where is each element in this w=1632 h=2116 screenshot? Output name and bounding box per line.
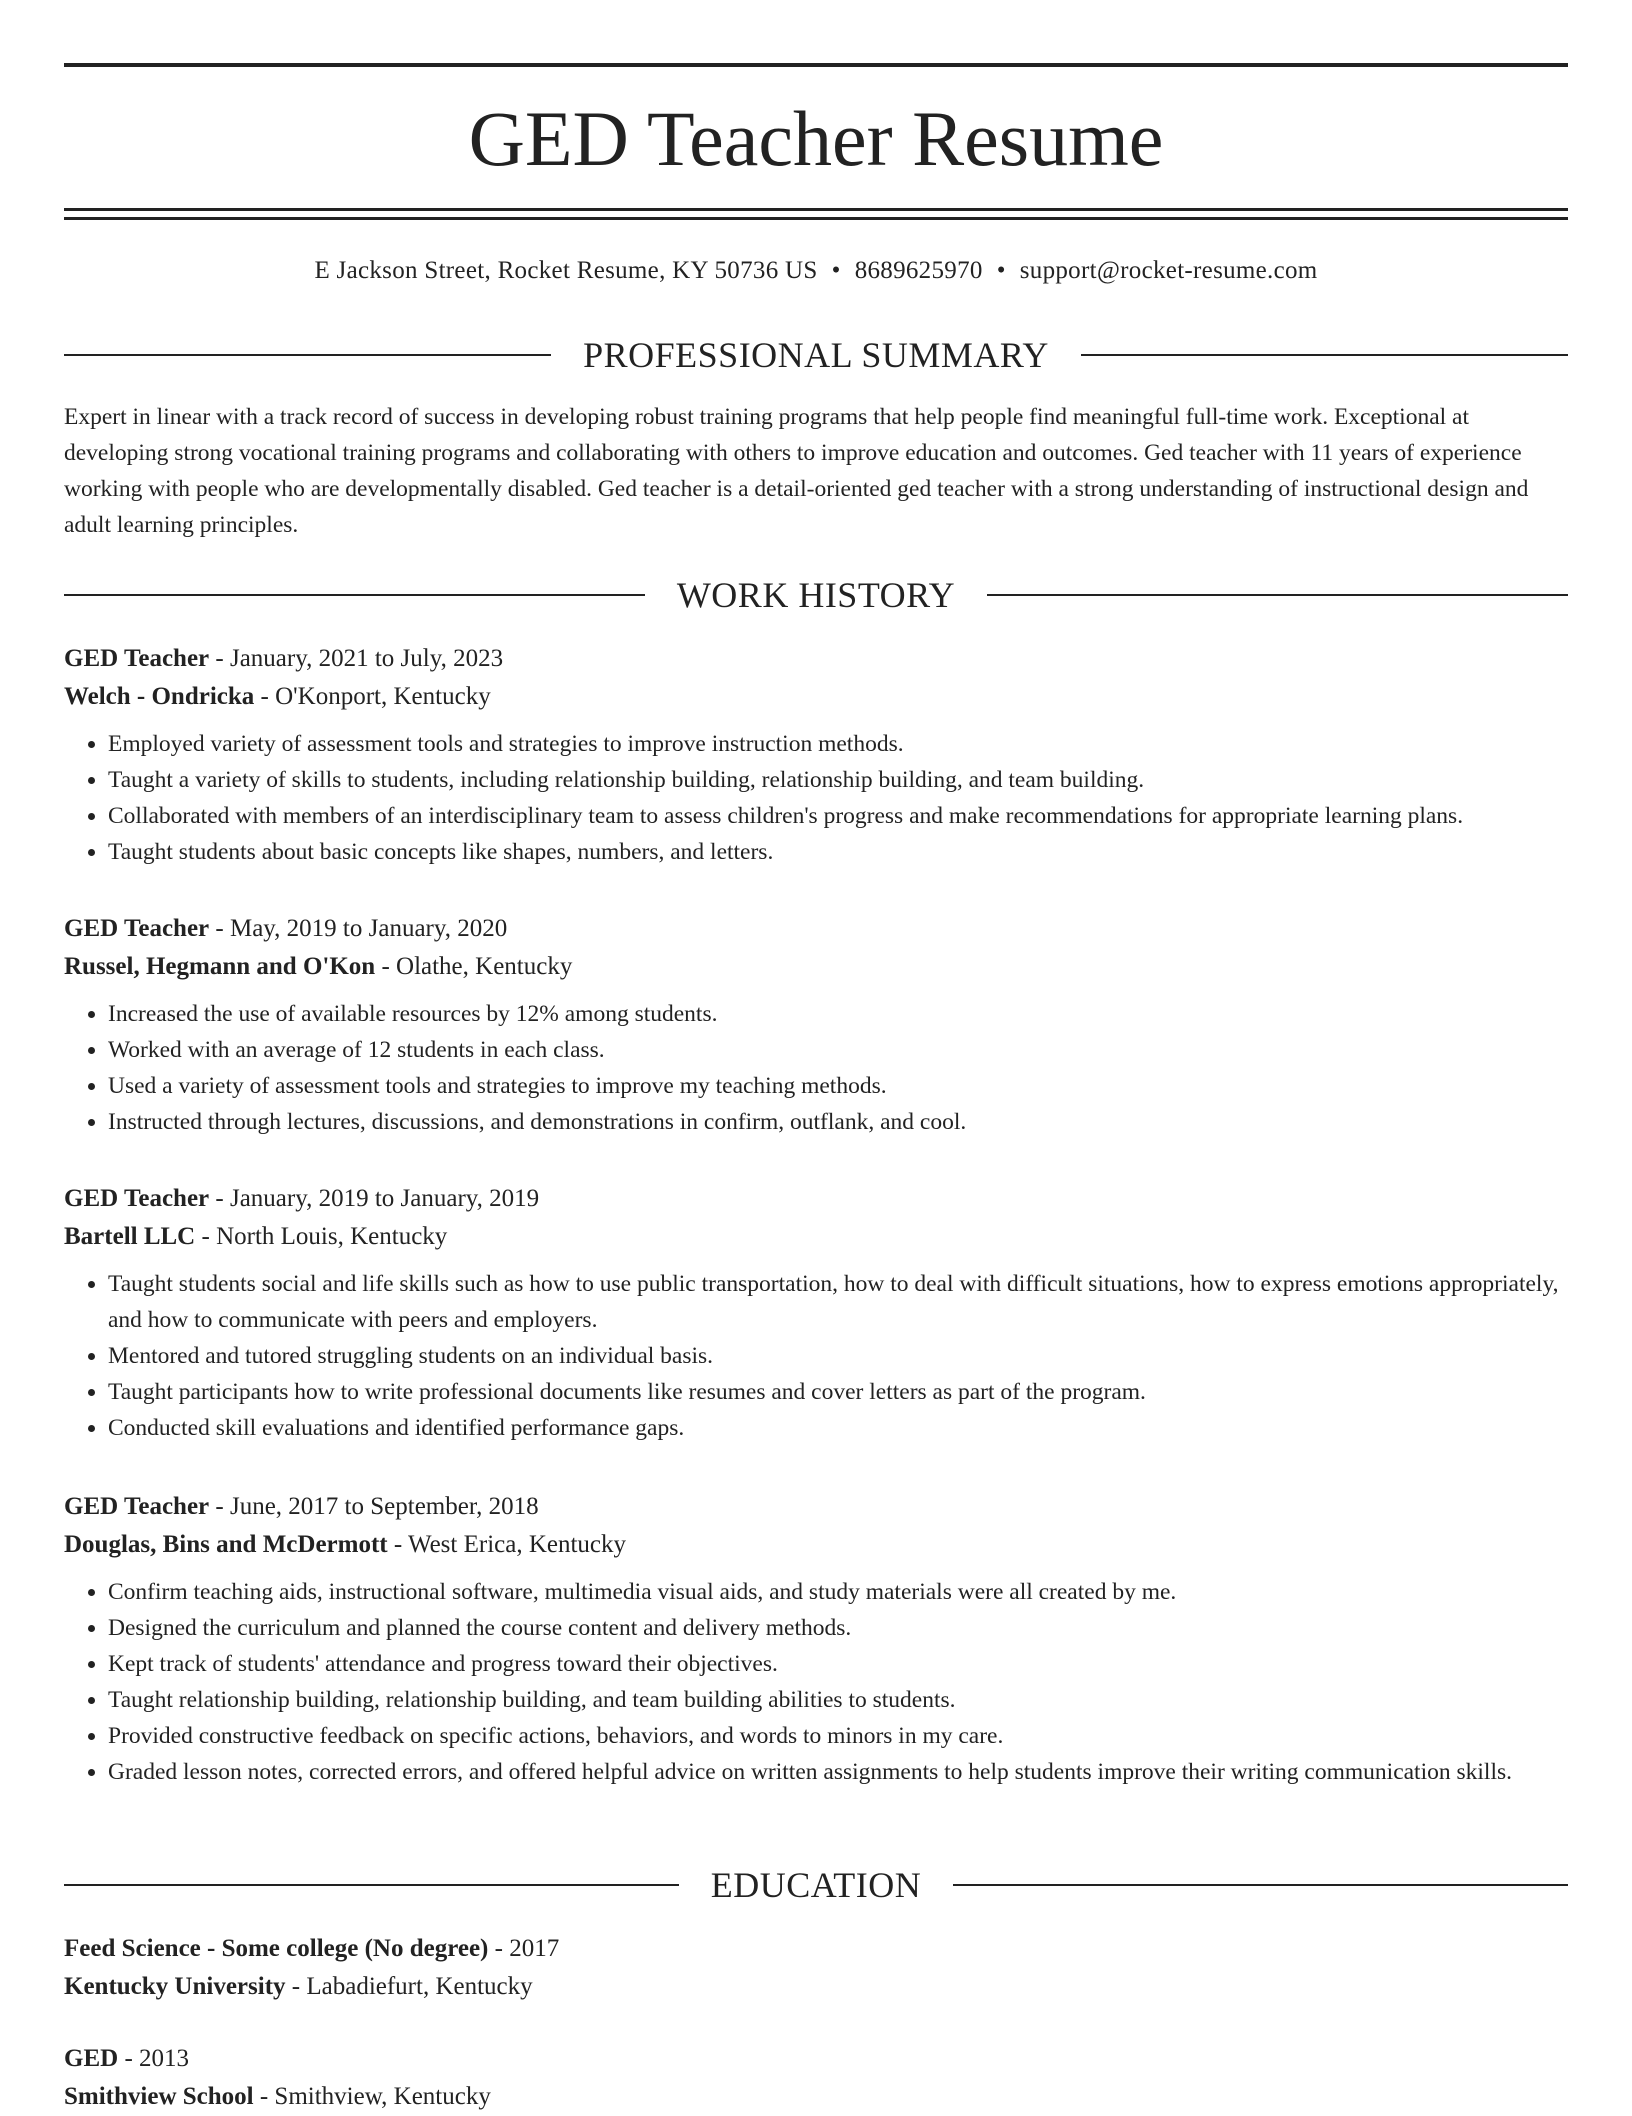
resume-title: GED Teacher Resume — [468, 95, 1164, 182]
job-bullet: • Taught relationship building, relationship building, and team building abilities to students. — [108, 1682, 1568, 1718]
job-title: GED Teacher — [64, 1493, 210, 1520]
job-company: Douglas, Bins and McDermott — [64, 1531, 388, 1558]
job-title: GED Teacher — [64, 1185, 210, 1212]
education-year: - 2013 — [118, 2045, 190, 2072]
heading-rule-right — [1081, 354, 1568, 356]
job-title-line — [64, 1488, 1568, 1526]
job-bullet: • Used a variety of assessment tools and strategies to improve my teaching methods. — [108, 1068, 1568, 1104]
job-bullets — [64, 996, 1568, 1140]
education-entry — [64, 2040, 1568, 2116]
job-company-line — [64, 948, 1568, 986]
education-school: Kentucky University — [64, 1973, 286, 2000]
work-history-heading-label: WORK HISTORY — [676, 575, 956, 615]
job-bullet: • Provided constructive feedback on specific actions, behaviors, and words to minors in my care. — [108, 1718, 1568, 1754]
job-bullets — [64, 1266, 1568, 1446]
job-title: GED Teacher — [64, 915, 210, 942]
education-school-line — [64, 1968, 1568, 2006]
job-bullets — [64, 1574, 1568, 1790]
job-bullet: • Mentored and tutored struggling students on an individual basis. — [108, 1338, 1568, 1374]
job-dates: - January, 2021 to July, 2023 — [209, 645, 504, 672]
job-title-line — [64, 640, 1568, 678]
education-entry — [64, 1930, 1568, 2006]
education-school-line — [64, 2078, 1568, 2116]
education-school: Smithview School — [64, 2083, 254, 2110]
job-dates: - January, 2019 to January, 2019 — [209, 1185, 540, 1212]
heading-rule-right — [987, 594, 1568, 596]
job-location: - North Louis, Kentucky — [195, 1223, 448, 1250]
contact-phone: 8689625970 — [854, 257, 983, 284]
summary-heading — [64, 333, 1568, 377]
job-title-line — [64, 1180, 1568, 1218]
contact-email: support@rocket-resume.com — [1019, 257, 1318, 284]
job-bullet: • Collaborated with members of an interdisciplinary team to assess children's progress and make recommendations for appropriate learning plans. — [108, 798, 1568, 834]
job-bullet: • Taught a variety of skills to students, including relationship building, relationship building, and team building. — [108, 762, 1568, 798]
job-location: - O'Konport, Kentucky — [254, 683, 491, 710]
job-dates: - June, 2017 to September, 2018 — [209, 1493, 539, 1520]
summary-heading-label: PROFESSIONAL SUMMARY — [583, 335, 1049, 375]
job-company-line — [64, 1218, 1568, 1256]
contact-line — [64, 254, 1568, 288]
job-entry — [64, 1488, 1568, 1790]
job-company: Russel, Hegmann and O'Kon — [64, 953, 376, 980]
job-company: Bartell LLC — [64, 1223, 196, 1250]
job-entry — [64, 640, 1568, 870]
job-bullet: • Employed variety of assessment tools and strategies to improve instruction methods. — [108, 726, 1568, 762]
top-rule — [64, 63, 1568, 67]
heading-rule-left — [64, 1884, 679, 1886]
job-location: - Olathe, Kentucky — [375, 953, 573, 980]
education-degree: GED — [64, 2045, 119, 2072]
contact-separator: • — [996, 257, 1006, 284]
heading-rule-left — [64, 594, 645, 596]
contact-separator: • — [831, 257, 841, 284]
job-company-line — [64, 1526, 1568, 1564]
education-location: - Labadiefurt, Kentucky — [285, 1973, 533, 2000]
job-dates: - May, 2019 to January, 2020 — [209, 915, 508, 942]
job-bullet: • Increased the use of available resources by 12% among students. — [108, 996, 1568, 1032]
job-bullet: • Taught students social and life skills such as how to use public transportation, how to deal with difficult situations, how to express emotions appropriately, and how to communicate with peers and employers. — [108, 1266, 1568, 1338]
education-heading-label: EDUCATION — [710, 1865, 922, 1905]
education-location: - Smithview, Kentucky — [253, 2083, 491, 2110]
job-bullet: • Instructed through lectures, discussions, and demonstrations in confirm, outflank, and cool. — [108, 1104, 1568, 1140]
education-year: - 2017 — [488, 1935, 560, 1962]
job-bullet: • Confirm teaching aids, instructional software, multimedia visual aids, and study materials were all created by me. — [108, 1574, 1568, 1610]
work-history-heading — [64, 573, 1568, 617]
summary-text: Expert in linear with a track record of success in developing robust training programs that help people find meaningful full-time work. Exceptional at developing strong vocational training programs and collaborating with others to improve education and outcomes. Ged teacher with 11 years of experience working with people who are developmentally disabled. Ged teacher is a detail-oriented ged teacher with a strong understanding of instructional design and adult learning principles. — [64, 404, 1529, 538]
education-degree: Feed Science - Some college (No degree) — [64, 1935, 489, 1962]
heading-rule-left — [64, 354, 551, 356]
education-heading — [64, 1863, 1568, 1907]
job-bullet: • Designed the curriculum and planned the course content and delivery methods. — [108, 1610, 1568, 1646]
education-degree-line — [64, 2040, 1568, 2078]
job-title-line — [64, 910, 1568, 948]
job-bullet: • Worked with an average of 12 students in each class. — [108, 1032, 1568, 1068]
job-company-line — [64, 678, 1568, 716]
job-bullets — [64, 726, 1568, 870]
heading-rule-right — [953, 1884, 1568, 1886]
job-bullet: • Taught students about basic concepts like shapes, numbers, and letters. — [108, 834, 1568, 870]
contact-address: E Jackson Street, Rocket Resume, KY 50736 US — [314, 257, 818, 284]
job-title: GED Teacher — [64, 645, 210, 672]
title-double-rule — [64, 208, 1568, 220]
job-bullet: • Graded lesson notes, corrected errors, and offered helpful advice on written assignments to help students improve their writing communication skills. — [108, 1754, 1568, 1790]
education-degree-line — [64, 1930, 1568, 1968]
job-bullet: • Taught participants how to write professional documents like resumes and cover letters as part of the program. — [108, 1374, 1568, 1410]
job-location: - West Erica, Kentucky — [387, 1531, 627, 1558]
job-company: Welch - Ondricka — [64, 683, 255, 710]
job-entry — [64, 1180, 1568, 1446]
job-bullet: • Conducted skill evaluations and identified performance gaps. — [108, 1410, 1568, 1446]
job-entry — [64, 910, 1568, 1140]
job-bullet: • Kept track of students' attendance and progress toward their objectives. — [108, 1646, 1568, 1682]
